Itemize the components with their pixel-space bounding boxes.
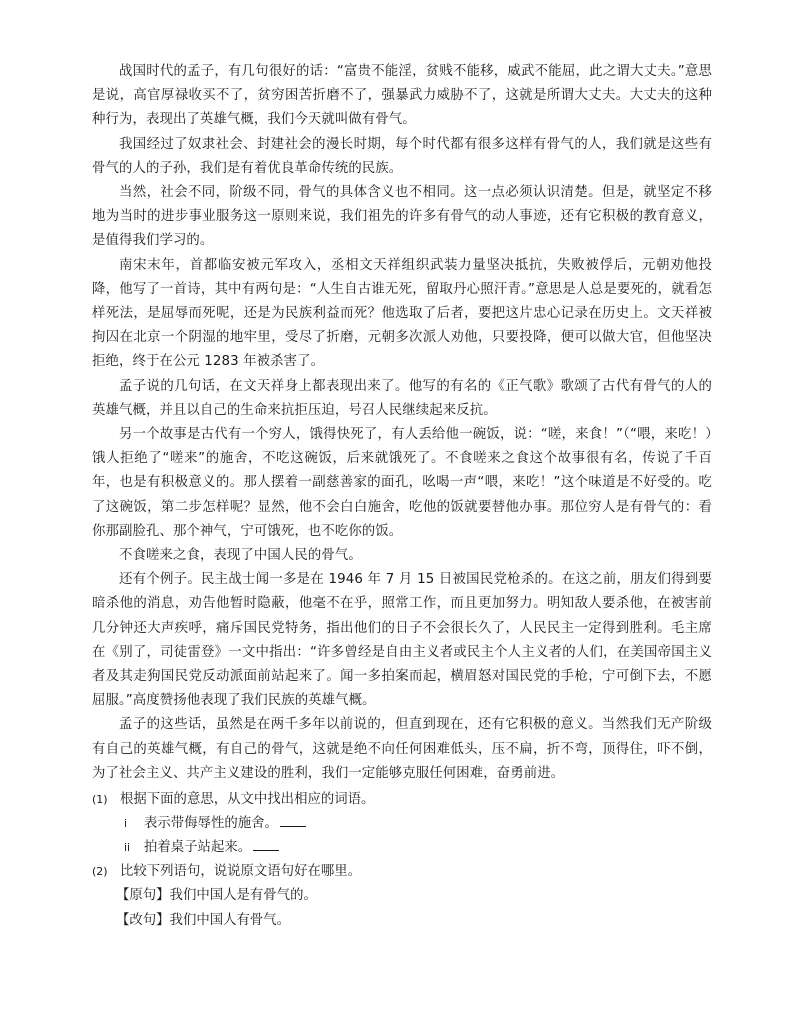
question-1-item-2 bbox=[92, 836, 712, 860]
document-page bbox=[92, 60, 712, 933]
original-sentence: 【原句】我们中国人是有骨气的。 bbox=[116, 888, 317, 904]
passage-paragraph-8: 还有个例子。民主战士闻一多是在 1946 年 7 月 15 日被国民党枪杀的。在这之前，朋友们得到要暗杀他的消息，劝告他暂时隐蔽，他毫不在乎，照常工作，而且更加努力。明知敌人要杀他，在被害前几分钟还大声疾呼，痛斥国民党特务，指出他们的日子不会很长久了，人民民主一定得到胜利。毛主席在《别了，司徒雷登》一文中指出：“许多曾经是自由主义者或民主个人主义者的人们，在美国帝国主义者及其走狗国民党反动派面前站起来了。闻一多拍案而起，横眉怒对国民党的手枪，宁可倒下去，不愿屈服。”高度赞扬他表现了我们民族的英雄气概。 bbox=[92, 572, 712, 709]
question-1-number: (1) bbox=[92, 793, 108, 807]
passage-paragraph-4: 南宋末年，首都临安被元军攻入，丞相文天祥组织武装力量坚决抵抗，失败被俘后，元朝劝他投降，他写了一首诗，其中有两句是：“人生自古谁无死，留取丹心照汗青。”意思是人总是要死的，就看怎样死法，是屈辱而死呢，还是为民族利益而死？他选取了后者，要把这片忠心记录在历史上。文天祥被拘囚在北京一个阴湿的地牢里，受尽了折磨，元朝多次派人劝他，只要投降，便可以做大官，但他坚决拒绝，终于在公元 1283 年被杀害了。 bbox=[92, 257, 712, 370]
question-2 bbox=[92, 860, 712, 884]
passage-paragraph-9: 孟子的这些话，虽然是在两千多年以前说的，但直到现在，还有它积极的意义。当然我们无产阶级有自己的英雄气概，有自己的骨气，这就是绝不向任何困难低头，压不扁，折不弯，顶得住，吓不倒，为了社会主义、共产主义建设的胜利，我们一定能够克服任何困难，奋勇前进。 bbox=[92, 717, 712, 781]
passage-paragraph-6: 另一个故事是古代有一个穷人，饿得快死了，有人丢给他一碗饭，说：“嗟，来食！”（“喂，来吃！）饿人拒绝了“嗟来”的施舍，不吃这碗饭，后来就饿死了。不食嗟来之食这个故事很有名，传说了千百年，也是有积极意义的。那人摆着一副慈善家的面孔，吆喝一声“喂，来吃！”这个味道是不好受的。吃了这碗饭，第二步怎样呢？显然，他不会白白施舍，吃他的饭就要替他办事。那位穷人是有骨气的：看你那副脸孔、那个神气，宁可饿死，也不吃你的饭。 bbox=[92, 427, 712, 539]
item-text: 拍着桌子站起来。 bbox=[144, 840, 252, 856]
question-1-text: 根据下面的意思，从文中找出相应的词语。 bbox=[120, 792, 375, 808]
passage-paragraph-7: 不食嗟来之食，表现了中国人民的骨气。 bbox=[119, 548, 362, 564]
question-1 bbox=[92, 788, 712, 812]
answer-blank[interactable] bbox=[253, 836, 279, 851]
question-2-text: 比较下列语句，说说原文语句好在哪里。 bbox=[120, 864, 362, 880]
passage-paragraph-1: 战国时代的孟子，有几句很好的话：“富贵不能淫，贫贱不能移，威武不能屈，此之谓大丈夫。”意思是说，高官厚禄收买不了，贫穷困苦折磨不了，强暴武力威胁不了，这就是所谓大丈夫。大丈夫的这种种行为，表现出了英雄气概，我们今天就叫做有骨气。 bbox=[92, 64, 712, 128]
passage-paragraph-5: 孟子说的几句话，在文天祥身上都表现出来了。他写的有名的《正气歌》歌颂了古代有骨气的人的英雄气概，并且以自己的生命来抗拒压迫，号召人民继续起来反抗。 bbox=[92, 378, 712, 418]
item-number: ii bbox=[124, 841, 131, 855]
passage-paragraph-2: 我国经过了奴隶社会、封建社会的漫长时期，每个时代都有很多这样有骨气的人，我们就是这些有骨气的人的子孙，我们是有着优良革命传统的民族。 bbox=[92, 136, 712, 176]
item-text: 表示带侮辱性的施舍。 bbox=[144, 816, 278, 832]
answer-blank[interactable] bbox=[280, 812, 306, 827]
passage-paragraph-3: 当然，社会不同，阶级不同，骨气的具体含义也不相同。这一点必须认识清楚。但是，就坚定不移地为当时的进步事业服务这一原则来说，我们祖先的许多有骨气的动人事迹，还有它积极的教育意义，是值得我们学习的。 bbox=[92, 185, 712, 249]
question-1-item-1 bbox=[92, 812, 712, 836]
revised-sentence: 【改句】我们中国人有骨气。 bbox=[116, 912, 291, 928]
item-number: i bbox=[124, 817, 128, 831]
question-2-number: (2) bbox=[92, 865, 108, 879]
